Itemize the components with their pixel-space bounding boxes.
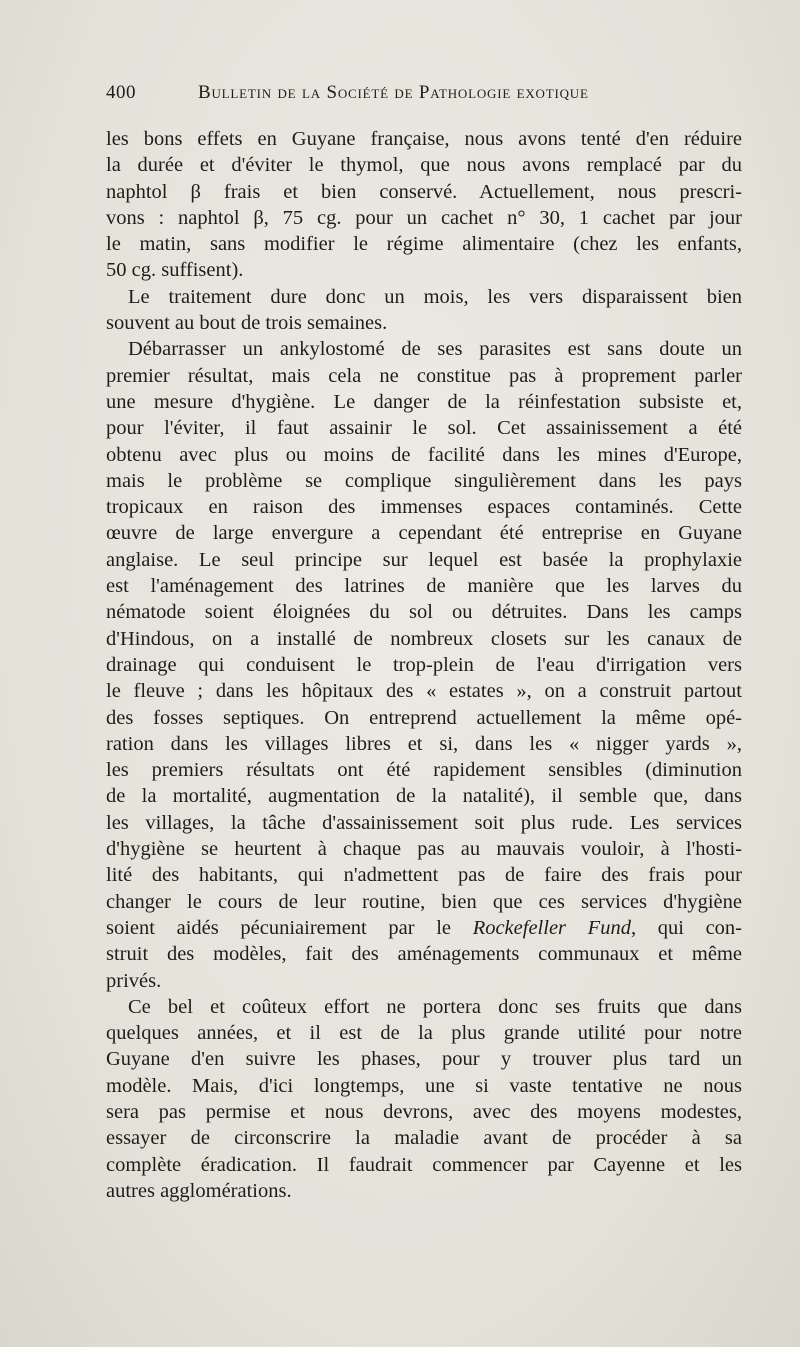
- text-line: Guyane d'en suivre les phases, pour y trouver plus tard un: [106, 1048, 742, 1071]
- text-line: complète éradication. Il faudrait commencer par Cayenne et les: [106, 1153, 742, 1176]
- text-line: changer le cours de leur routine, bien que ces services d'hygiène: [106, 890, 742, 913]
- text-line: nématode soient éloignées du sol ou détruites. Dans les camps: [106, 601, 742, 624]
- text-line: le matin, sans modifier le régime alimentaire (chez les enfants,: [106, 233, 742, 256]
- text-line: le fleuve ; dans les hôpitaux des « estates », on a construit partout: [106, 680, 742, 703]
- text-line: tropicaux en raison des immenses espaces contaminés. Cette: [106, 496, 742, 519]
- text-line: d'hygiène se heurtent à chaque pas au mauvais vouloir, à l'hosti-: [106, 838, 742, 861]
- text-line: est l'aménagement des latrines de manière que les larves du: [106, 575, 742, 598]
- text-line: œuvre de large envergure a cependant été entreprise en Guyane: [106, 522, 742, 545]
- text-line: Débarrasser un ankylostomé de ses parasites est sans doute un: [128, 338, 742, 361]
- text-line: obtenu avec plus ou moins de facilité dans les mines d'Europe,: [106, 443, 742, 466]
- text-line: lité des habitants, qui n'admettent pas de faire des frais pour: [106, 864, 742, 887]
- text-line: anglaise. Le seul principe sur lequel est basée la prophylaxie: [106, 548, 742, 571]
- text-line: des fosses septiques. On entreprend actuellement la même opé-: [106, 706, 742, 729]
- text-line: pour l'éviter, il faut assainir le sol. Cet assainissement a été: [106, 417, 742, 440]
- text-line: modèle. Mais, d'ici longtemps, une si vaste tentative ne nous: [106, 1074, 742, 1097]
- text-line: une mesure d'hygiène. Le danger de la réinfestation subsiste et,: [106, 390, 742, 413]
- text-line: de la mortalité, augmentation de la natalité), il semble que, dans: [106, 785, 742, 808]
- text-line: 50 cg. suffisent).: [106, 259, 244, 282]
- text-line: quelques années, et il est de la plus grande utilité pour notre: [106, 1022, 742, 1045]
- text-line: Ce bel et coûteux effort ne portera donc ses fruits que dans: [128, 995, 742, 1018]
- text-line: soient aidés pécuniairement par le Rockefeller Fund, qui con-: [106, 916, 743, 939]
- running-title: Bulletin de la Société de Pathologie exotique: [198, 82, 589, 103]
- text-line: Le traitement dure donc un mois, les vers disparaissent bien: [128, 285, 742, 308]
- paragraph-treatment-duration: [106, 284, 742, 337]
- text-line: privés.: [106, 969, 162, 992]
- paragraph-hookworm-treatment: [106, 126, 742, 284]
- body-text: [106, 126, 742, 1204]
- text-line: mais le problème se complique singulièrement dans les pays: [106, 469, 742, 492]
- text-line: souvent au bout de trois semaines.: [106, 312, 388, 335]
- text-line: ration dans les villages libres et si, dans les « nigger yards »,: [106, 732, 742, 755]
- text-line: naphtol β frais et bien conservé. Actuellement, nous prescri-: [106, 180, 742, 203]
- text-line: essayer de circonscrire la maladie avant de procéder à sa: [106, 1127, 742, 1150]
- text-line: drainage qui conduisent le trop-plein de l'eau d'irrigation vers: [106, 653, 742, 676]
- paragraph-soil-sanitation: [106, 336, 742, 993]
- text-line: les premiers résultats ont été rapidement sensibles (diminution: [106, 759, 742, 782]
- text-line: premier résultat, mais cela ne constitue pas à proprement parler: [106, 364, 742, 387]
- page-number: 400: [106, 82, 136, 103]
- paragraph-conclusion: [106, 994, 742, 1204]
- text-line: la durée et d'éviter le thymol, que nous avons remplacé par du: [106, 154, 742, 177]
- text-line: les bons effets en Guyane française, nous avons tenté d'en réduire: [106, 128, 742, 150]
- text-line: autres agglomérations.: [106, 1179, 292, 1202]
- text-line: vons : naphtol β, 75 cg. pour un cachet n° 30, 1 cachet par jour: [106, 206, 742, 229]
- text-line: struit des modèles, fait des aménagements communaux et même: [106, 943, 742, 966]
- text-line: sera pas permise et nous devrons, avec des moyens modestes,: [106, 1100, 742, 1123]
- page-header: [106, 82, 666, 112]
- text-line: les villages, la tâche d'assainissement soit plus rude. Les services: [106, 811, 742, 834]
- text-line: d'Hindous, on a installé de nombreux closets sur les canaux de: [106, 627, 742, 650]
